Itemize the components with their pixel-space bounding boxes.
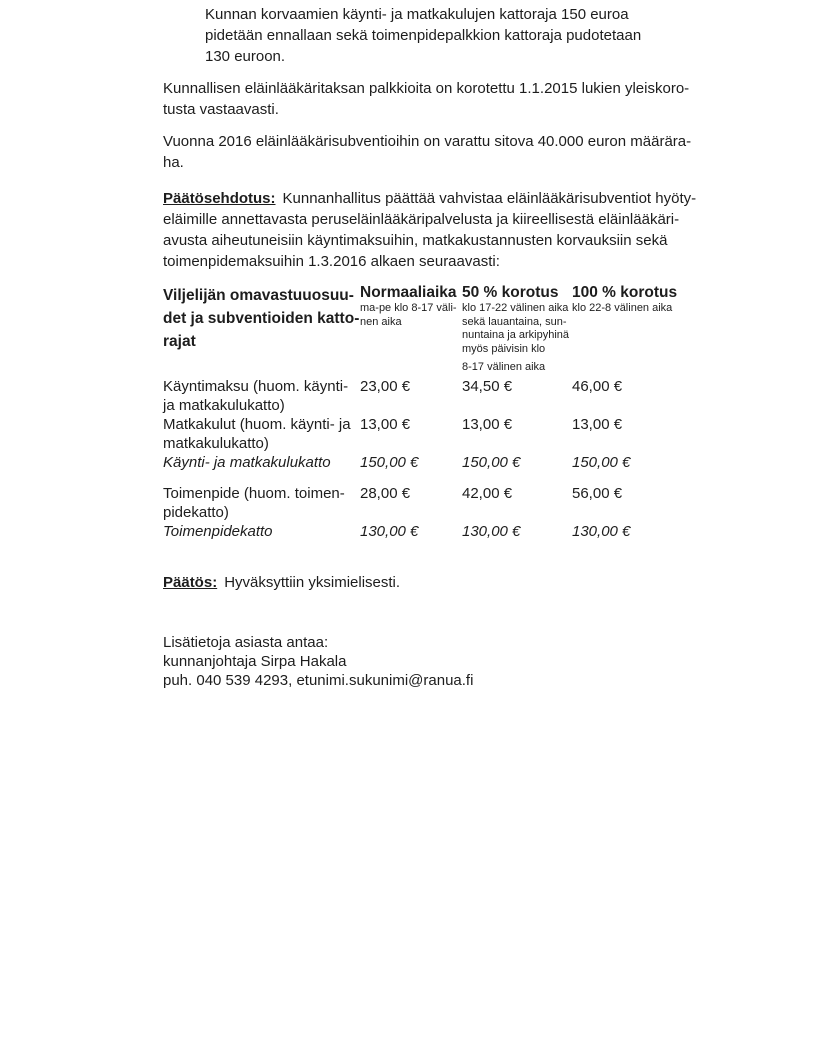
header-subnote-line: klo 17-22 välinen aika bbox=[462, 302, 569, 314]
header-subnote-line: ma-pe klo 8-17 väli- bbox=[360, 302, 457, 314]
text-line: ha. bbox=[163, 154, 184, 171]
text-line: tusta vastaavasti. bbox=[163, 101, 279, 118]
paragraph-proposal bbox=[163, 188, 776, 272]
header-title: 50 % korotus bbox=[462, 284, 559, 301]
table-row bbox=[163, 522, 776, 541]
fee-value-normal: 28,00 € bbox=[360, 484, 411, 502]
fee-value-100: 13,00 € bbox=[572, 415, 623, 433]
header-col-50pct bbox=[462, 284, 572, 375]
text-line: toimenpidemaksuihin 1.3.2016 alkaen seuraavasti: bbox=[163, 253, 500, 270]
text-line: Matkakulut (huom. käynti- ja bbox=[163, 415, 351, 433]
text-line: eläimille annettavasta peruseläinlääkäripalvelusta ja kiireellisestä eläinlääkäri- bbox=[163, 211, 680, 228]
fee-value-50: 42,00 € bbox=[462, 484, 513, 502]
text-line: matkakulukatto) bbox=[163, 434, 269, 452]
fee-value-100: 56,00 € bbox=[572, 484, 623, 502]
header-subnote-line: myös päivisin klo bbox=[462, 342, 546, 355]
fee-value-100: 130,00 € bbox=[572, 522, 631, 540]
fee-value-50: 130,00 € bbox=[462, 522, 521, 540]
text-line: Käyntimaksu (huom. käynti- bbox=[163, 377, 349, 395]
fee-row-label bbox=[163, 377, 360, 415]
header-subnote-line: nen aika bbox=[360, 315, 402, 328]
header-col-normal bbox=[360, 284, 462, 329]
contact-intro-line: Lisätietoja asiasta antaa: bbox=[163, 633, 329, 651]
fees-table bbox=[163, 284, 776, 541]
fee-value-50: 34,50 € bbox=[462, 377, 513, 395]
paragraph-fee-raise bbox=[163, 78, 776, 120]
fee-value-normal: 13,00 € bbox=[360, 415, 411, 433]
decision-text: Hyväksyttiin yksimielisesti. bbox=[224, 573, 401, 591]
text-line: Vuonna 2016 eläinlääkärisubventioihin on varattu sitova 40.000 euron määrära- bbox=[163, 133, 692, 150]
decision-label: Päätös: bbox=[163, 573, 218, 591]
fee-value-normal: 150,00 € bbox=[360, 453, 419, 471]
proposal-first-line: Kunnanhallitus päättää vahvistaa eläinlääkärisubventiot hyöty- bbox=[282, 190, 697, 207]
text-line: Käynti- ja matkakulukatto bbox=[163, 453, 331, 471]
text-line: pidekatto) bbox=[163, 503, 229, 521]
fee-row-label bbox=[163, 484, 360, 522]
header-title: 100 % korotus bbox=[572, 284, 678, 301]
header-row-label bbox=[163, 284, 360, 353]
fee-value-50: 150,00 € bbox=[462, 453, 521, 471]
header-title: Normaaliaika bbox=[360, 284, 457, 301]
text-line: 130 euroon. bbox=[205, 48, 286, 65]
text-line: Toimenpide (huom. toimen- bbox=[163, 484, 345, 502]
contact-block bbox=[163, 633, 776, 690]
table-header-row bbox=[163, 284, 776, 375]
contact-phone-email-line: puh. 040 539 4293, etunimi.sukunimi@ranua.fi bbox=[163, 671, 474, 689]
fee-value-normal: 23,00 € bbox=[360, 377, 411, 395]
fee-value-100: 46,00 € bbox=[572, 377, 623, 395]
fee-value-normal: 130,00 € bbox=[360, 522, 419, 540]
header-subnote-line: 8-17 välinen aika bbox=[462, 361, 546, 373]
table-row bbox=[163, 484, 776, 522]
header-title-line: Viljelijän omavastuuosuu- bbox=[163, 287, 354, 304]
fee-value-50: 13,00 € bbox=[462, 415, 513, 433]
fee-row-label bbox=[163, 415, 360, 453]
proposal-label: Päätösehdotus: bbox=[163, 190, 276, 207]
paragraph-decision bbox=[163, 572, 776, 593]
header-title-line: rajat bbox=[163, 333, 196, 350]
header-subnote-line: klo 22-8 välinen aika bbox=[572, 302, 673, 314]
contact-person-line: kunnanjohtaja Sirpa Hakala bbox=[163, 652, 347, 670]
header-subnote-line: nuntaina ja arkipyhinä bbox=[462, 329, 570, 341]
header-title-line: det ja subventioiden katto- bbox=[163, 310, 360, 327]
table-row bbox=[163, 453, 776, 472]
paragraph-cap-limits bbox=[205, 4, 776, 67]
header-col-100pct bbox=[572, 284, 700, 316]
header-subnote-line: sekä lauantaina, sun- bbox=[462, 315, 567, 328]
table-row bbox=[163, 377, 776, 415]
text-line: Kunnallisen eläinlääkäritaksan palkkioita on korotettu 1.1.2015 lukien yleiskoro- bbox=[163, 80, 690, 97]
text-line: Toimenpidekatto bbox=[163, 522, 273, 540]
fee-row-label bbox=[163, 522, 360, 541]
text-line bbox=[163, 188, 776, 209]
fee-row-label bbox=[163, 453, 360, 472]
text-line: avusta aiheutuneisiin käyntimaksuihin, matkakustannusten korvauksiin sekä bbox=[163, 232, 668, 249]
text-line: ja matkakulukatto) bbox=[163, 396, 285, 414]
paragraph-budget bbox=[163, 131, 776, 173]
text-line: Kunnan korvaamien käynti- ja matkakulujen kattoraja 150 euroa bbox=[205, 6, 629, 23]
text-line: pidetään ennallaan sekä toimenpidepalkkion kattoraja pudotetaan bbox=[205, 27, 642, 44]
fee-value-100: 150,00 € bbox=[572, 453, 631, 471]
table-row bbox=[163, 415, 776, 453]
